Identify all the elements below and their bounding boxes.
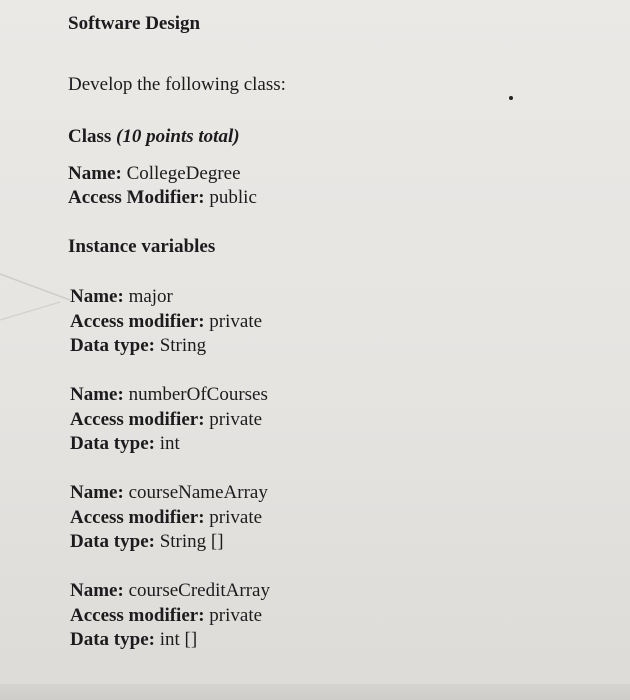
class-header-label: Class: [68, 126, 117, 147]
variable-name-line: [70, 481, 268, 506]
variable-access-line: [70, 310, 262, 335]
variable-name-line: [70, 383, 268, 408]
variable-type-line: [70, 432, 268, 457]
variable-type-label: Data type:: [70, 335, 155, 356]
variable-access-line: [70, 604, 270, 629]
variable-access-label: Access modifier:: [70, 310, 205, 332]
variable-type-line: [70, 530, 268, 555]
variable-access-value: private: [209, 310, 263, 332]
class-name-label: Name:: [68, 163, 122, 184]
variable-type-label: Data type:: [70, 433, 155, 454]
class-header: [68, 125, 240, 149]
variable-block: [70, 481, 268, 555]
variable-name-label: Name:: [70, 580, 124, 601]
variable-name-value: courseNameArray: [128, 482, 268, 503]
class-header-points: (10 points total): [116, 126, 240, 147]
variable-type-label: Data type:: [70, 629, 155, 650]
class-access-label: Access Modifier:: [68, 187, 205, 208]
variable-type-label: Data type:: [70, 531, 155, 552]
variable-type-value: int: [159, 433, 180, 454]
intro-text: Develop the following class:: [68, 74, 286, 95]
variable-name-label: Name:: [70, 482, 124, 503]
class-name-value: CollegeDegree: [126, 163, 241, 184]
class-access-value: public: [209, 187, 257, 208]
variable-name-label: Name:: [70, 286, 124, 307]
variable-type-value: String []: [159, 531, 224, 552]
variable-type-value: int []: [159, 629, 198, 650]
variable-type-value: String: [159, 335, 207, 356]
instance-variables-header: Instance variables: [68, 236, 216, 257]
class-name-line: [68, 162, 257, 186]
variable-type-line: [70, 334, 262, 359]
variable-block: [70, 383, 268, 457]
variable-block: [70, 285, 262, 359]
variable-access-label: Access modifier:: [70, 408, 205, 430]
variable-name-value: courseCreditArray: [128, 580, 270, 601]
variable-access-value: private: [209, 408, 263, 430]
page-bottom-edge: [0, 684, 630, 700]
variable-access-label: Access modifier:: [70, 506, 205, 528]
variable-access-value: private: [209, 604, 263, 626]
variable-type-line: [70, 628, 270, 653]
variable-name-line: [70, 579, 270, 604]
ink-dot: [509, 96, 513, 100]
variable-name-label: Name:: [70, 384, 124, 405]
variable-name-value: numberOfCourses: [128, 384, 268, 405]
variable-name-value: major: [128, 286, 173, 307]
variable-access-label: Access modifier:: [70, 604, 205, 626]
document-title: Software Design: [68, 13, 201, 34]
class-info: [68, 162, 257, 210]
variable-access-value: private: [209, 506, 263, 528]
variable-block: [70, 579, 270, 653]
variable-access-line: [70, 408, 268, 433]
variable-access-line: [70, 506, 268, 531]
variable-name-line: [70, 285, 262, 310]
class-access-line: [68, 186, 257, 210]
